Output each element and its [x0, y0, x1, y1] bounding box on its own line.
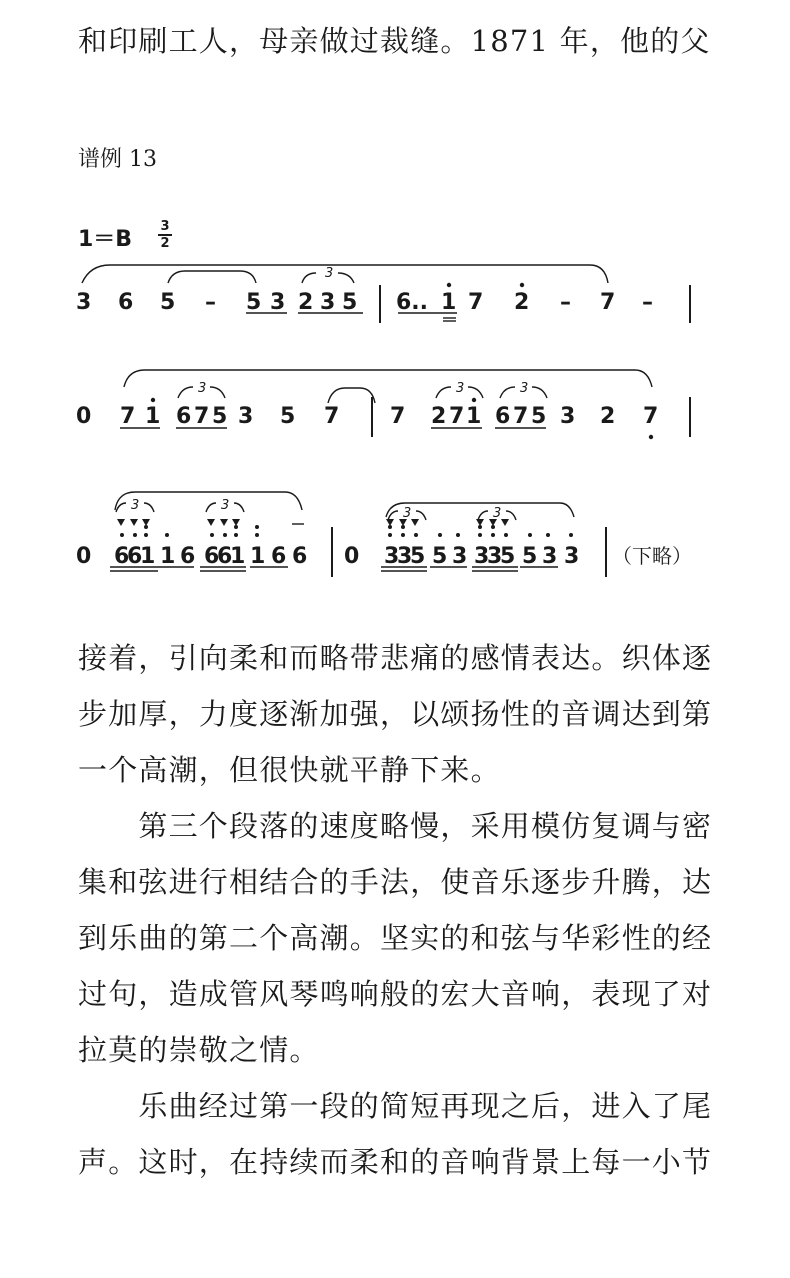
- paragraph-line: 声。这时，在持续而柔和的音响背景上每一小节: [78, 1145, 713, 1179]
- top-text-line: 和印刷工人，母亲做过裁缝。1871 年，他的父: [78, 24, 711, 58]
- note: 5: [212, 404, 228, 429]
- triplet-mark: 3: [493, 506, 502, 521]
- tie: [168, 271, 256, 283]
- triplet-bracket: [302, 273, 316, 283]
- tie: [328, 388, 375, 403]
- note: 7: [120, 404, 136, 429]
- note: 6: [180, 544, 196, 569]
- note: 6: [271, 544, 287, 569]
- note: 1: [466, 404, 482, 429]
- note: 6: [118, 290, 134, 315]
- score-row-3: [76, 544, 579, 569]
- note: 0: [344, 544, 360, 569]
- triplet-bracket: [178, 387, 193, 398]
- triplet-bracket: [500, 387, 515, 398]
- paragraph-line: 拉莫的崇敬之情。: [78, 1033, 320, 1067]
- score-row-2: [76, 404, 658, 429]
- triplet-bracket: [436, 387, 451, 398]
- paragraph-line: 步加厚，力度逐渐加强，以颂扬性的音调达到第: [78, 697, 713, 731]
- note: 3: [474, 544, 490, 569]
- note: 5: [531, 404, 547, 429]
- note: 1: [160, 544, 176, 569]
- note: 7: [643, 404, 659, 429]
- note: 3: [238, 404, 254, 429]
- note: 3: [542, 544, 558, 569]
- note: 3: [270, 290, 286, 315]
- note: 6: [495, 404, 511, 429]
- note: 6: [176, 404, 192, 429]
- note: 6: [217, 544, 233, 569]
- paragraph-line: 集和弦进行相结合的手法，使音乐逐步升腾，达: [78, 865, 713, 899]
- triplet-mark: 3: [221, 498, 230, 513]
- note: 2: [514, 290, 530, 315]
- triplet-mark: 3: [198, 381, 207, 396]
- note: 6: [114, 544, 130, 569]
- note: 3: [320, 290, 336, 315]
- note: 0: [76, 404, 92, 429]
- paragraph-line: 过句，造成管风琴鸣响般的宏大音响，表现了对: [78, 977, 713, 1011]
- paragraph-line: 第三个段落的速度略慢，采用模仿复调与密: [78, 809, 713, 843]
- note: 5: [246, 290, 262, 315]
- time-signature-top: 3: [160, 219, 170, 234]
- note: 2: [600, 404, 616, 429]
- triplet-mark: 3: [131, 498, 140, 513]
- note: 1: [230, 544, 246, 569]
- note: 5: [160, 290, 176, 315]
- note: 3: [487, 544, 503, 569]
- numbered-musical-score: [0, 255, 790, 600]
- note: 3: [76, 290, 92, 315]
- time-signature-bottom: 2: [160, 236, 170, 251]
- triplet-mark: 3: [403, 506, 412, 521]
- time-signature: [158, 220, 172, 250]
- note: 7: [390, 404, 406, 429]
- note: 5: [280, 404, 296, 429]
- dash: –: [642, 290, 653, 315]
- note: 2: [431, 404, 447, 429]
- paragraph-line: 到乐曲的第二个高潮。坚实的和弦与华彩性的经: [78, 921, 713, 955]
- note: 7: [600, 290, 616, 315]
- note: 7: [194, 404, 210, 429]
- note: 1: [145, 404, 161, 429]
- triplet-mark: 3: [520, 381, 529, 396]
- triplet-mark: 3: [325, 266, 334, 281]
- note: 3: [384, 544, 400, 569]
- note: 3: [397, 544, 413, 569]
- triplet-bracket: [478, 511, 488, 520]
- note: 5: [410, 544, 426, 569]
- note: 7: [449, 404, 465, 429]
- key-signature: 1＝B: [78, 227, 133, 252]
- dash: –: [560, 290, 571, 315]
- note: 1: [441, 290, 457, 315]
- note: 7: [324, 404, 340, 429]
- note: 5: [500, 544, 516, 569]
- note: 6: [127, 544, 143, 569]
- score-row-1: [76, 290, 615, 315]
- note: 3: [452, 544, 468, 569]
- note: 3: [560, 404, 576, 429]
- triplet-bracket: [388, 511, 398, 520]
- dash: –: [205, 290, 216, 315]
- example-caption: 谱例 13: [78, 147, 157, 172]
- triplet-mark: 3: [456, 381, 465, 396]
- paragraph-line: 一个高潮，但很快就平静下来。: [78, 753, 501, 787]
- note: 6: [292, 544, 308, 569]
- note: 5: [522, 544, 538, 569]
- note: 5: [342, 290, 358, 315]
- note: 1: [250, 544, 266, 569]
- paragraph-line: 接着，引向柔和而略带悲痛的感情表达。织体逐: [78, 641, 713, 675]
- note: 6..: [396, 290, 429, 315]
- note: 5: [432, 544, 448, 569]
- triplet-bracket: [116, 503, 126, 512]
- note: 0: [76, 544, 92, 569]
- note: 6: [204, 544, 220, 569]
- note: 1: [140, 544, 156, 569]
- note: 7: [513, 404, 529, 429]
- triplet-bracket: [206, 503, 216, 512]
- staccato-marks: [117, 519, 509, 526]
- note: 2: [298, 290, 314, 315]
- omitted-remark: （下略）: [612, 544, 692, 568]
- note: 3: [564, 544, 580, 569]
- paragraph-line: 乐曲经过第一段的简短再现之后，进入了尾: [78, 1089, 713, 1123]
- note: 7: [468, 290, 484, 315]
